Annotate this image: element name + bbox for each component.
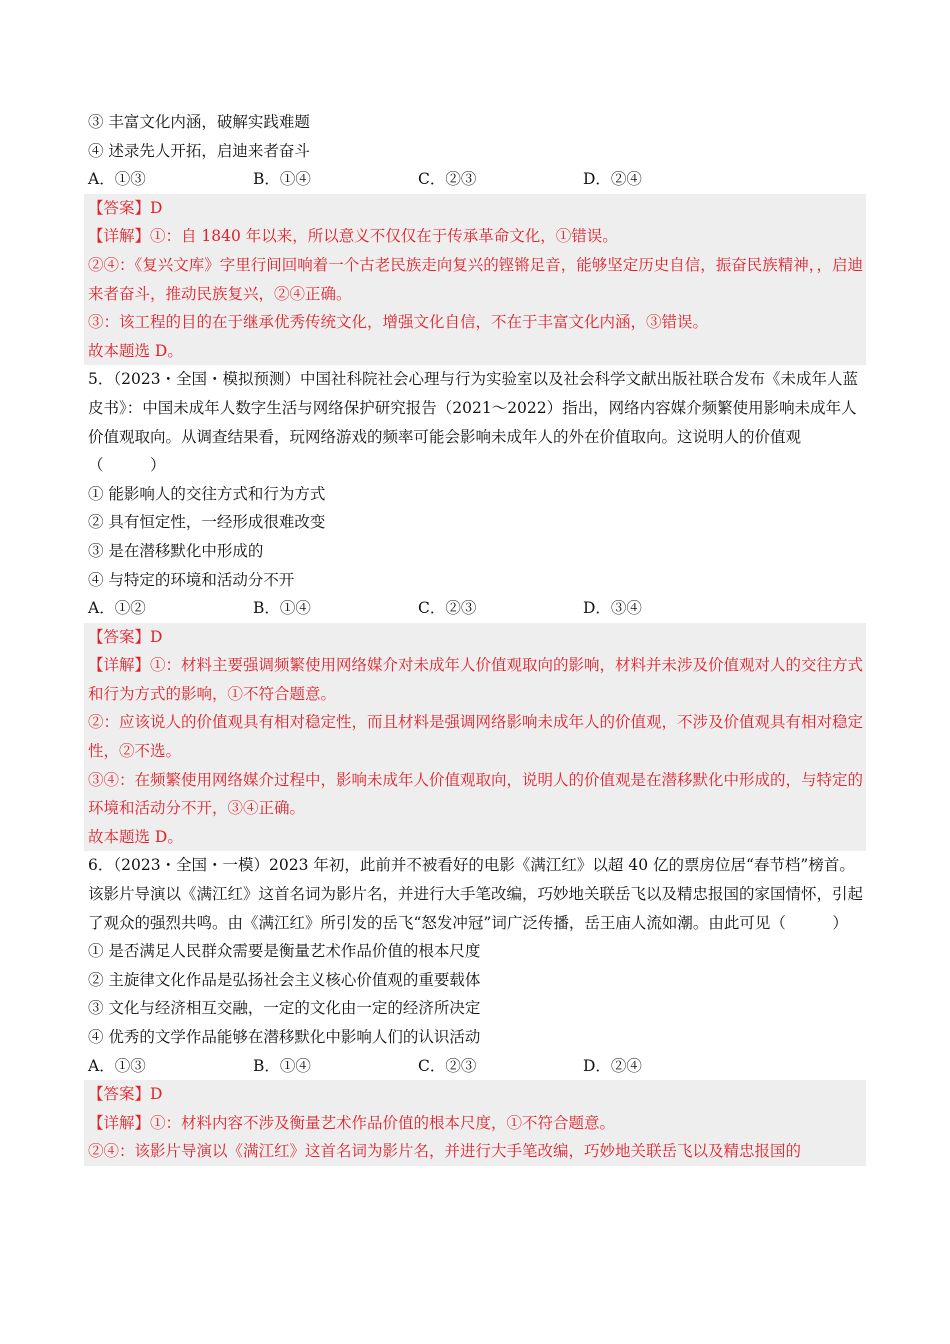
q4-choices [88,165,866,194]
q6-answer-block [84,1080,866,1166]
q6-choice-b: B．①④ [253,1056,311,1075]
q6-detail-1: 【详解】①：材料内容不涉及衡量艺术作品价值的根本尺度，①不符合题意。 [88,1113,616,1132]
q4-choice-b: B．①④ [253,170,311,189]
q5-stem: 5．（2023・全国・模拟预测）中国社科院社会心理与行为实验室以及社会科学文献出版社联合发布《未成年人蓝皮书》：中国未成年人数字生活与网络保护研究报告（2021～2022）指出，网络内容媒介频繁使用影响未成年人价值观取向。从调查结果看，玩网络游戏的频率可能会影响未成年人的外在价值取向。这说明人的价值观（ ） [88,370,859,475]
q5-option-1: ① 能影响人的交往方式和行为方式 [88,484,326,503]
q6-choices [88,1052,866,1081]
q6-option-1: ① 是否满足人民群众需要是衡量艺术作品价值的根本尺度 [88,942,481,961]
q6-option-2: ② 主旋律文化作品是弘扬社会主义核心价值观的重要载体 [88,970,481,989]
q5-choices [88,594,866,623]
q5-detail-2: ②：应该说人的价值观具有相对稳定性，而且材料是强调网络影响未成年人的价值观，不涉及价值观具有相对稳定性，②不选。 [88,713,864,761]
q4-answer: 【答案】D [88,198,163,217]
q4-option-3: ③ 丰富文化内涵，破解实践难题 [88,113,310,131]
q5-detail-3: ③④：在频繁使用网络媒介过程中，影响未成年人价值观取向，说明人的价值观是在潜移默化中形成的，与特定的环境和活动分不开，③④正确。 [88,770,864,818]
q6-stem: 6．（2023・全国・一模）2023 年初，此前并不被看好的电影《满江红》以超 40 亿的票房位居“春节档”榜首。该影片导演以《满江红》这首名词为影片名，并进行大手笔改编，巧妙地关联岳飞以及精忠报国的家国情怀，引起了观众的强烈共鸣。由《满江红》所引发的岳飞“怒发冲冠”词广泛传播，岳王庙人流如潮。由此可见（ ） [88,856,864,932]
q6-choice-a: A．①③ [88,1056,146,1075]
q4-answer-block [84,194,866,366]
q4-detail-3: ③：该工程的目的在于继承优秀传统文化，增强文化自信，不在于丰富文化内涵，③错误。 [88,313,709,332]
q5-choice-b: B．①④ [253,599,311,618]
q5-detail-1: 【详解】①：材料主要强调频繁使用网络媒介对未成年人价值观取向的影响，材料并未涉及价值观对人的交往方式和行为方式的影响，①不符合题意。 [88,656,864,703]
q4-option-4: ④ 述录先人开拓，启迪来者奋斗 [88,141,310,160]
q6-option-4: ④ 优秀的文学作品能够在潜移默化中影响人们的认识活动 [88,1028,481,1046]
q5-choice-c: C．②③ [418,599,477,618]
q4-choice-c: C．②③ [418,170,477,189]
q6-option-3: ③ 文化与经济相互交融，一定的文化由一定的经济所决定 [88,999,481,1018]
q5-option-3: ③ 是在潜移默化中形成的 [88,541,264,560]
q5-choice-a: A．①② [88,599,146,618]
q4-detail-2: ②④：《复兴文库》字里行间回响着一个古老民族走向复兴的铿锵足音，能够坚定历史自信，振奋民族精神，，启迪来者奋斗，推动民族复兴，②④正确。 [88,255,864,303]
q5-answer: 【答案】D [88,627,163,646]
q4-conclusion: 故本题选 D。 [88,341,183,360]
q5-conclusion: 故本题选 D。 [88,827,183,846]
q6-choice-c: C．②③ [418,1056,477,1075]
q4-choice-a: A．①③ [88,170,146,189]
q6-choice-d: D．②④ [583,1056,642,1075]
q4-choice-d: D．②④ [583,170,642,189]
document-page [88,108,866,1166]
q5-choice-d: D．③④ [583,599,642,618]
q6-detail-2: ②④：该影片导演以《满江红》这首名词为影片名，并进行大手笔改编，巧妙地关联岳飞以及精忠报国的 [88,1142,802,1161]
q4-detail-1: 【详解】①：自 1840 年以来，所以意义不仅仅在于传承革命文化，①错误。 [88,227,618,246]
q6-answer: 【答案】D [88,1085,163,1104]
q5-option-4: ④ 与特定的环境和活动分不开 [88,570,295,589]
q5-option-2: ② 具有恒定性，一经形成很难改变 [88,513,326,532]
q5-answer-block [84,623,866,852]
